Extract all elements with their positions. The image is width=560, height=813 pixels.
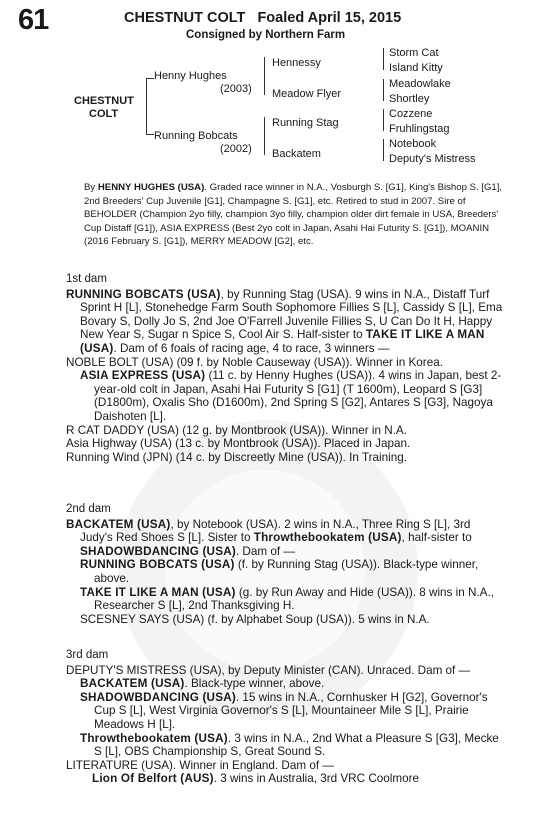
produce-record: SCESNEY SAYS (USA) (f. by Alphabet Soup (USA)). 5 wins in N.A. (80, 612, 430, 626)
dam-sire: Running Stag (272, 117, 339, 129)
dam-name: Running Bobcats (154, 130, 238, 142)
dam-paragraph: DEPUTY'S MISTRESS (USA), by Deputy Minister (CAN). Unraced. Dam of — (66, 663, 471, 677)
sire-sire: Hennessy (272, 57, 321, 69)
section-heading: 1st dam (66, 273, 107, 285)
consignor: Consigned by Northern Farm (186, 29, 346, 41)
sdd-name: Shortley (389, 93, 430, 105)
subject-name-2: COLT (89, 108, 119, 120)
produce-record: ASIA EXPRESS (USA) (11 c. by Henny Hughes (USA)). 4 wins in Japan, best 2-year-old colt in Japan, Asahi Hai Futurity S [G1] (T 1600m), Leopard S [G3] (D1800m), Oxalis Sho (D1600m), 2nd Spring S [G2], Antares S [G3], Nagoya Daishoten [L]. (80, 369, 502, 423)
sire-dam: Meadow Flyer (272, 88, 342, 100)
bracket-line (383, 79, 384, 101)
produce-record: RUNNING BOBCATS (USA) (f. by Running Stag (USA)). Black-type winner, above. (80, 558, 479, 585)
bracket-line (264, 57, 265, 95)
bracket-line (264, 117, 265, 155)
dam-dam: Backatem (272, 148, 321, 160)
lot-number: 61 (18, 4, 49, 36)
produce-record: BACKATEM (USA). Black-type winner, above. (80, 677, 325, 691)
bracket-line (146, 78, 147, 134)
dds-name: Notebook (389, 138, 437, 150)
produce-record: Throwthebookatem (USA). 3 wins in N.A., 2nd What a Pleasure S [G3], Mecke S [L], OBS Championship S, Great Sound S. (80, 731, 499, 759)
third-dam-section (66, 649, 506, 786)
dam-year: (2002) (220, 143, 252, 155)
sire-paragraph: By HENNY HUGHES (USA). Graded race winner in N.A., Vosburgh S. [G1], King's Bishop S. [G1], 2nd Breeders' Cup Juvenile [G1], Champagne S. [G1], etc. Retired to stud in 2007. Sire of BEHOLDER (Champion 2yo filly, champion 3yo filly, champion older dirt female in USA, Breeders' Cup Distaff [G1]), ASIA EXPRESS (Best 2yo colt in Japan, Asahi Hai Futurity S. [G1]), MOANIN (2016 February S. [G1]), MERRY MEADOW [G2], etc. (84, 182, 503, 248)
first-dam-section (66, 273, 506, 464)
sire-name-bold: HENNY HUGHES (USA) (97, 182, 205, 193)
dam-paragraph: RUNNING BOBCATS (USA), by Running Stag (USA). 9 wins in N.A., Distaff Turf Sprint H [L], Stonehedge Farm South Sophomore Fillies S [L], Cassidy S [L], Ema Bovary S, Dolly Jo S, 2nd Joe O'Farrell Juvenile Fillies S, U Can Do It H, Happy New Year S, Sugar n Spice S, Cool Air S. Half-sister to TAKE IT LIKE A MAN (USA). Dam of 6 foals of racing age, 4 to race, 3 winners — (66, 287, 503, 355)
produce-record: R CAT DADDY (USA) (12 g. by Montbrook (USA)). Winner in N.A. (66, 423, 407, 437)
produce-record: Running Wind (JPN) (14 c. by Discreetly Mine (USA)). In Training. (66, 450, 407, 464)
sss-name: Storm Cat (389, 47, 439, 59)
bracket-line (383, 139, 384, 161)
second-dam-section (66, 503, 506, 626)
produce-record: SHADOWBDANCING (USA). 15 wins in N.A., Cornhusker H [G2], Governor's Cup S [L], West Virginia Governor's S [L], Mountaineer Mile S [L], Prairie Meadows H [L]. (80, 690, 488, 731)
ddd-name: Deputy's Mistress (389, 153, 476, 165)
produce-record: Lion Of Belfort (AUS). 3 wins in Australia, 3rd VRC Coolmore (92, 772, 419, 786)
produce-record: LITERATURE (USA). Winner in England. Dam of — (66, 758, 335, 772)
dam-paragraph: BACKATEM (USA), by Notebook (USA). 2 wins in N.A., Three Ring S [L], 3rd Judy's Red Shoes S [L]. Sister to Throwthebookatem (USA), half-sister to SHADOWBDANCING (USA). Dam of — (66, 517, 472, 558)
ssd-name: Island Kitty (389, 62, 443, 74)
bracket-line (146, 78, 154, 79)
dsd-name: Fruhlingstag (389, 123, 450, 135)
bracket-line (146, 134, 154, 135)
produce-record: Asia Highway (USA) (13 c. by Montbrook (USA)). Placed in Japan. (66, 437, 411, 451)
lot-title: CHESTNUT COLT Foaled April 15, 2015 (124, 10, 402, 26)
sire-year: (2003) (220, 83, 252, 95)
bracket-line (383, 48, 384, 70)
subject-name: CHESTNUT (74, 95, 134, 107)
produce-record: NOBLE BOLT (USA) (09 f. by Noble Causeway (USA)). Winner in Korea. (66, 355, 443, 369)
bracket-line (383, 109, 384, 131)
dss-name: Cozzene (389, 108, 433, 120)
produce-record: TAKE IT LIKE A MAN (USA) (g. by Run Away and Hide (USA)). 8 wins in N.A., Researcher S [L], 2nd Thanksgiving H. (80, 585, 494, 613)
section-heading: 3rd dam (66, 649, 109, 661)
sire-name: Henny Hughes (154, 70, 227, 82)
sds-name: Meadowlake (389, 78, 451, 90)
section-heading: 2nd dam (66, 503, 111, 515)
